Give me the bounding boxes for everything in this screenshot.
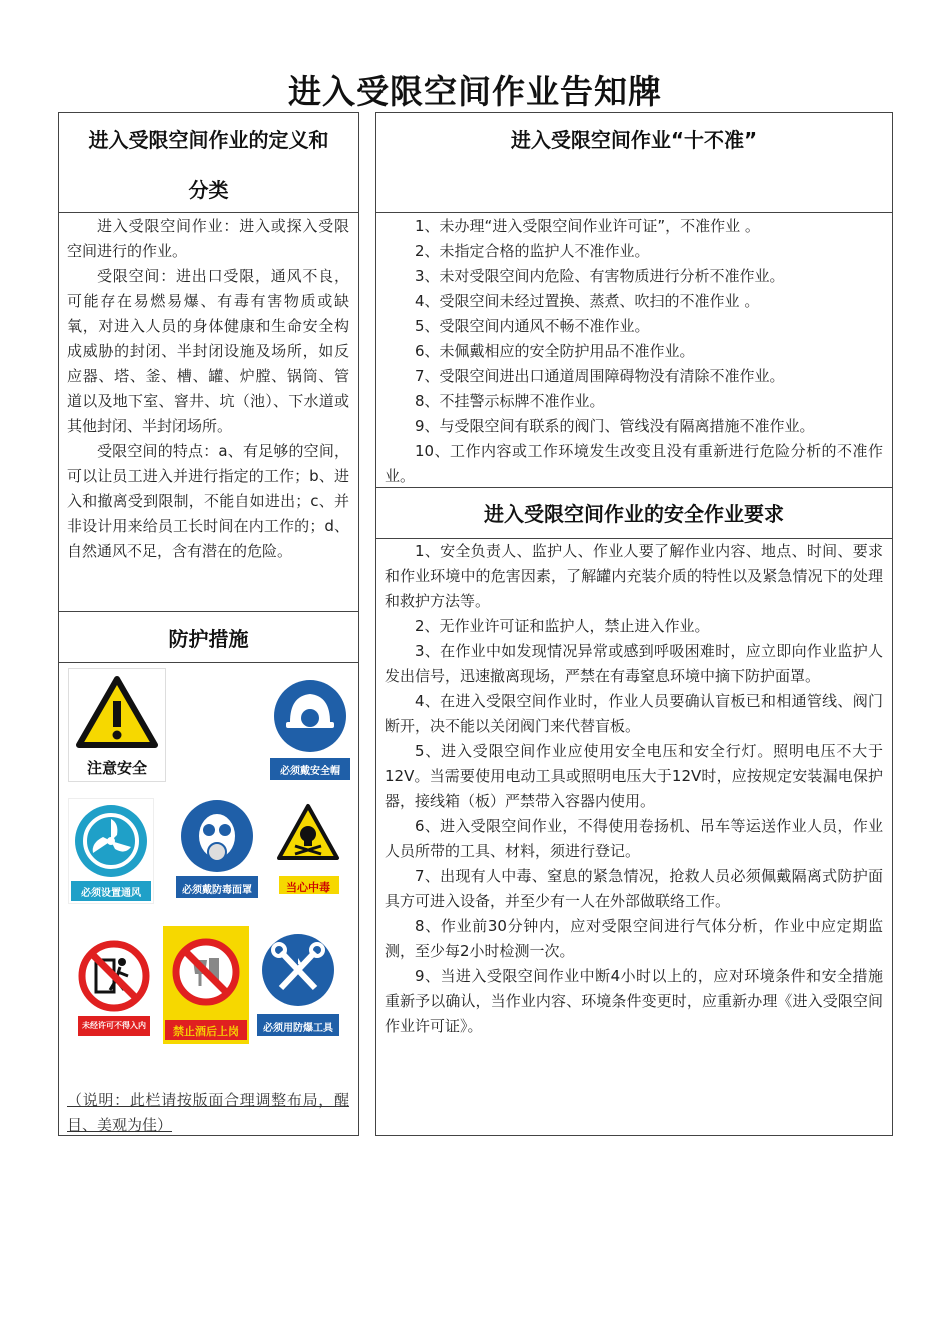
list-item: 7、受限空间进出口通道周围障碍物没有清除不准作业。	[415, 367, 785, 385]
list-item: 8、作业前30分钟内，应对受限空间进行气体分析，作业中应定期监测，至少每2小时检测一次。	[385, 917, 883, 960]
left-header-divider	[58, 212, 359, 213]
left-protection-divider-bottom	[58, 662, 359, 663]
ten-rules-heading: 进入受限空间作业“十不准”	[510, 128, 758, 152]
warning-triangle-icon	[69, 669, 165, 753]
protection-heading: 防护措施	[168, 627, 249, 651]
definition-paragraph: 进入受限空间作业：进入或探入受限空间进行的作业。	[67, 217, 349, 260]
list-item: 3、未对受限空间内危险、有害物质进行分析不准作业。	[415, 267, 785, 285]
list-item: 4、受限空间未经过置换、蒸煮、吹扫的不准作业 。	[415, 292, 760, 310]
poison-label: 当心中毒	[286, 881, 330, 894]
gas-mask-label: 必须戴防毒面罩	[182, 885, 252, 896]
safety-heading: 进入受限空间作业的安全作业要求	[484, 502, 784, 526]
helmet-sign	[270, 678, 350, 782]
layout-note: （说明：此栏请按版面合理调整布局，醒目、美观为佳）	[67, 1091, 349, 1134]
list-item: 6、未佩戴相应的安全防护用品不准作业。	[415, 342, 695, 360]
no-drinking-icon	[163, 926, 249, 1016]
ventilation-sign	[68, 798, 154, 904]
definition-heading-line1: 进入受限空间作业的定义和	[88, 128, 329, 152]
list-item: 2、无作业许可证和监护人，禁止进入作业。	[415, 617, 710, 635]
helmet-label: 必须戴安全帽	[280, 766, 340, 777]
no-drinking-sign	[163, 926, 249, 1044]
explosion-proof-tools-label: 必须用防爆工具	[263, 1023, 333, 1034]
definition-heading	[58, 126, 359, 204]
list-item: 8、不挂警示标牌不准作业。	[415, 392, 605, 410]
no-entry-icon	[76, 934, 152, 1014]
fan-icon	[69, 799, 153, 879]
list-item: 1、未办理“进入受限空间作业许可证”，不准作业 。	[415, 217, 760, 235]
poison-sign	[273, 800, 343, 900]
ventilation-label: 必须设置通风	[81, 888, 141, 899]
safety-requirements-list	[385, 539, 883, 1039]
helmet-icon	[270, 678, 350, 756]
list-item: 2、未指定合格的监护人不准作业。	[415, 242, 650, 260]
list-item: 3、在作业中如发现情况异常或感到呼吸困难时，应立即向作业监护人发出信号，迅速撤离现场，严禁在有毒窒息环境中摘下防护面罩。	[385, 642, 883, 685]
definition-text	[67, 214, 349, 564]
list-item: 10、工作内容或工作环境发生改变且没有重新进行危险分析的不准作业。	[385, 442, 883, 485]
skull-warning-icon	[273, 800, 343, 866]
no-drinking-label: 禁止酒后上岗	[173, 1025, 239, 1038]
left-protection-divider-top	[58, 611, 359, 612]
list-item: 9、当进入受限空间作业中断4小时以上的，应对环境条件和安全措施重新予以确认，当作业内容、环境条件变更时，应重新办理《进入受限空间作业许可证》。	[385, 967, 883, 1035]
list-item: 1、安全负责人、监护人、作业人要了解作业内容、地点、时间、要求和作业环境中的危害因素，了解罐内充装介质的特性以及紧急情况下的处理和救护方法等。	[385, 542, 883, 610]
gas-mask-sign	[176, 796, 258, 900]
list-item: 9、与受限空间有联系的阀门、管线没有隔离措施不准作业。	[415, 417, 815, 435]
list-item: 5、受限空间内通风不畅不准作业。	[415, 317, 650, 335]
caution-safety-label: 注意安全	[86, 759, 147, 777]
definition-heading-line2: 分类	[188, 178, 229, 202]
list-item: 6、进入受限空间作业，不得使用卷扬机、吊车等运送作业人员，作业人员所带的工具、材料，须进行登记。	[385, 817, 883, 860]
definition-paragraph: 受限空间：进出口受限，通风不良，可能存在易燃易爆、有毒有害物质或缺氧，对进入人员的身体健康和生命安全构成威胁的封闭、半封闭设施及场所，如反应器、塔、釜、槽、罐、炉膛、锅筒、管道以及地下室、窨井、坑（池）、下水道或其他封闭、半封闭场所。	[67, 267, 349, 435]
list-item: 7、出现有人中毒、窒息的紧急情况，抢救人员必须佩戴隔离式防护面具方可进入设备，并至少有一人在外部做联络工作。	[385, 867, 883, 910]
tools-icon	[257, 928, 339, 1012]
list-item: 4、在进入受限空间作业时，作业人员要确认盲板已和相通管线、阀门断开，决不能以关闭阀门来代替盲板。	[385, 692, 883, 735]
ten-rules-list	[385, 214, 883, 489]
caution-safety-sign	[68, 668, 166, 782]
page-title: 进入受限空间作业告知牌	[288, 72, 662, 111]
definition-paragraph: 受限空间的特点：a、有足够的空间，可以让员工进入并进行指定的工作；b、进入和撤离受到限制，不能自如进出；c、并非设计用来给员工长时间在内工作的；d、自然通风不足，含有潜在的危险。	[67, 442, 349, 560]
gas-mask-icon	[176, 796, 258, 876]
no-entry-sign	[76, 934, 152, 1042]
right-header-divider	[375, 212, 893, 213]
explosion-proof-tools-sign	[257, 928, 339, 1040]
no-entry-label: 未经许可不得入内	[82, 1021, 146, 1030]
list-item: 5、进入受限空间作业应使用安全电压和安全行灯。照明电压不大于12V。当需要使用电动工具或照明电压大于12V时，应按规定安装漏电保护器，接线箱（板）严禁带入容器内使用。	[385, 742, 883, 810]
